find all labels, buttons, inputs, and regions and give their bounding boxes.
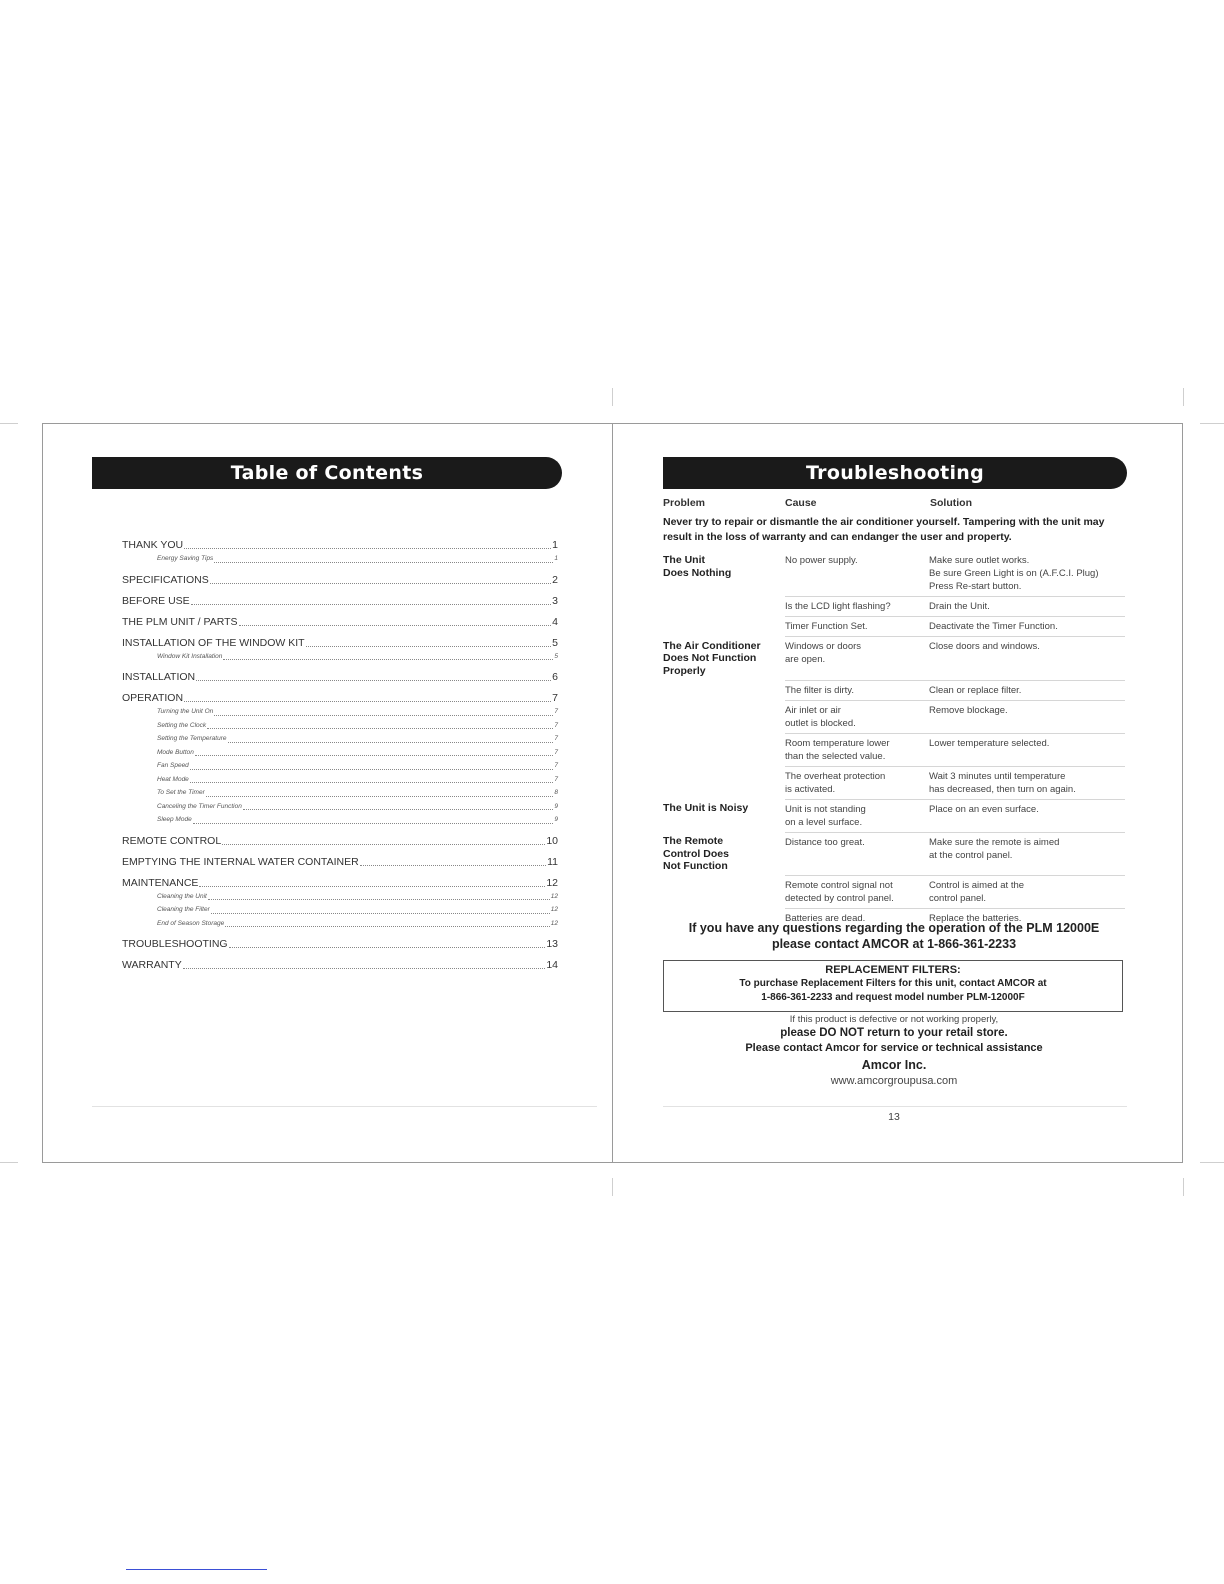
- toc-entry: [122, 835, 558, 848]
- problem-text: Properly: [663, 664, 706, 677]
- problem-text: The Air Conditioner: [663, 639, 761, 652]
- solution-text: has decreased, then turn on again.: [929, 783, 1076, 795]
- cause-text: outlet is blocked.: [785, 717, 856, 729]
- cell-solution: [929, 680, 1125, 700]
- toc-leader-dots: [208, 899, 550, 900]
- cause-text: Room temperature lower: [785, 737, 890, 749]
- cell-cause: [785, 637, 929, 681]
- troubleshooting-title: Troubleshooting: [663, 457, 1127, 489]
- solution-text: Lower temperature selected.: [929, 737, 1050, 749]
- cell-solution: [929, 597, 1125, 617]
- toc-subentry: [122, 800, 558, 814]
- toc-page-number: 11: [547, 855, 558, 868]
- toc-subentry-label: Turning the Unit On: [157, 708, 214, 715]
- footer-rule: [92, 1106, 597, 1107]
- toc-subentry: [122, 759, 558, 773]
- cell-cause: [785, 597, 929, 617]
- toc-page-number: 12: [546, 876, 558, 889]
- crop-mark: [612, 388, 613, 406]
- toc-leader-dots: [206, 796, 554, 797]
- solution-text: Close doors and windows.: [929, 641, 1040, 652]
- cell-problem: [663, 680, 785, 700]
- toc-subentry-label: Sleep Mode: [157, 816, 192, 823]
- cause-text: No power supply.: [785, 555, 858, 566]
- toc-leader-dots: [223, 659, 553, 660]
- toc-page-number: 12: [550, 906, 558, 913]
- cell-solution: [929, 551, 1125, 597]
- cell-solution: [929, 700, 1125, 733]
- toc-page-number: 9: [554, 802, 558, 810]
- toc-entry-label: SPECIFICATIONS: [122, 573, 209, 586]
- cell-problem: [663, 700, 785, 733]
- toc-leader-dots: [214, 715, 553, 716]
- table-row: [663, 617, 1125, 637]
- cell-solution: [929, 799, 1125, 832]
- toc-page-number: 7: [554, 775, 558, 783]
- toc-leader-dots: [360, 865, 546, 866]
- link-underline: [126, 1569, 267, 1570]
- toc-leader-dots: [211, 913, 550, 914]
- toc-entry: [122, 877, 558, 890]
- cell-cause: [785, 733, 929, 766]
- problem-text: Not Function: [663, 860, 728, 872]
- toc-entry: [122, 938, 558, 951]
- toc-entry-label: WARRANTY: [122, 959, 182, 971]
- toc-leader-dots: [183, 968, 546, 969]
- crop-mark: [0, 1162, 18, 1163]
- toc-page-number: 9: [554, 816, 558, 823]
- toc-leader-dots: [195, 755, 554, 756]
- cell-problem: [663, 617, 785, 637]
- toc-entry: [122, 595, 558, 608]
- toc-page-number: 2: [552, 573, 558, 586]
- cause-text: Unit is not standing: [785, 803, 866, 815]
- crop-mark: [1200, 423, 1224, 424]
- toc-page-number: 7: [552, 692, 558, 704]
- toc-subentry: [122, 732, 558, 746]
- troubleshooting-table: [663, 551, 1125, 928]
- toc-title: Table of Contents: [92, 457, 562, 489]
- toc-leader-dots: [193, 823, 554, 824]
- contact-line: please DO NOT return to your retail store.: [780, 1027, 1008, 1039]
- cause-text: Windows or doors: [785, 641, 862, 652]
- toc-subentry-label: Mode Button: [157, 748, 194, 756]
- toc-entry-label: THE PLM UNIT / PARTS: [122, 615, 238, 628]
- toc-entry: [122, 856, 558, 869]
- toc-entry-label: BEFORE USE: [122, 594, 190, 607]
- toc-leader-dots: [306, 646, 552, 647]
- toc-leader-dots: [199, 886, 545, 887]
- cause-text: Timer Function Set.: [785, 621, 868, 632]
- cell-problem: [663, 733, 785, 766]
- toc-subentry: [122, 903, 558, 917]
- toc-leader-dots: [222, 844, 545, 845]
- toc-entry: [122, 616, 558, 629]
- cause-text: Air inlet or air: [785, 704, 841, 716]
- problem-text: The Remote: [663, 835, 724, 847]
- cell-cause: [785, 700, 929, 733]
- cause-text: The overheat protection: [785, 770, 886, 782]
- toc-page-number: 8: [554, 789, 558, 796]
- cell-problem: [663, 876, 785, 909]
- toc-page-number: 7: [554, 762, 558, 769]
- column-header-solution: Solution: [930, 497, 972, 509]
- crop-mark: [0, 423, 18, 424]
- toc-entry-label: INSTALLATION OF THE WINDOW KIT: [122, 636, 305, 649]
- toc-leader-dots: [229, 947, 546, 948]
- table-row: [663, 597, 1125, 617]
- toc-subentry-label: Setting the Temperature: [157, 735, 227, 742]
- toc-page-number: 1: [552, 539, 558, 551]
- toc-page-number: 10: [546, 834, 558, 847]
- toc-subentry: [122, 890, 558, 904]
- crop-mark: [612, 1178, 613, 1196]
- toc-leader-dots: [190, 769, 554, 770]
- toc-page-number: 7: [554, 708, 558, 715]
- toc-entry-label: MAINTENANCE: [122, 876, 199, 889]
- toc-subentry: [122, 773, 558, 787]
- solution-text: Deactivate the Timer Function.: [929, 621, 1058, 632]
- toc-leader-dots: [228, 742, 554, 743]
- toc-subentry: [122, 917, 558, 931]
- column-header-problem: Problem: [663, 497, 706, 509]
- toc-entry-label: INSTALLATION: [122, 671, 196, 683]
- problem-text: Does Nothing: [663, 566, 732, 579]
- cause-text: Is the LCD light flashing?: [785, 601, 891, 612]
- toc-entry-label: TROUBLESHOOTING: [122, 938, 228, 950]
- table-of-contents: [122, 539, 558, 972]
- cause-text: Distance too great.: [785, 836, 865, 848]
- solution-text: Make sure the remote is aimed: [929, 836, 1060, 848]
- toc-page-number: 7: [554, 735, 558, 742]
- toc-subentry: [122, 786, 558, 800]
- toc-subentry-label: End of Season Storage: [157, 919, 225, 927]
- toc-page-number: 7: [554, 721, 558, 729]
- cell-cause: [785, 799, 929, 832]
- filters-line: 1-866-361-2233 and request model number PLM-12000F: [761, 992, 1025, 1003]
- problem-text: Does Not Function: [663, 652, 757, 664]
- table-row: [663, 876, 1125, 909]
- toc-leader-dots: [239, 625, 552, 626]
- toc-page-number: 3: [552, 594, 558, 607]
- toc-subentry: [122, 813, 558, 827]
- filters-line: To purchase Replacement Filters for this unit, contact AMCOR at: [739, 978, 1047, 989]
- cause-text: detected by control panel.: [785, 893, 894, 904]
- solution-text: Control is aimed at the: [929, 880, 1025, 891]
- solution-text: Remove blockage.: [929, 704, 1008, 716]
- toc-leader-dots: [210, 583, 551, 584]
- toc-entry: [122, 574, 558, 587]
- cell-problem: [663, 832, 785, 876]
- toc-subentry: [122, 719, 558, 733]
- toc-subentry: [122, 746, 558, 760]
- cell-problem: [663, 637, 785, 681]
- solution-text: control panel.: [929, 893, 987, 904]
- table-row: [663, 637, 1125, 681]
- filters-title: REPLACEMENT FILTERS:: [825, 964, 961, 976]
- crop-mark: [1183, 388, 1184, 406]
- right-page: [613, 423, 1183, 1163]
- toc-subentry: [122, 705, 558, 719]
- table-row: [663, 766, 1125, 799]
- contact-line: Please contact Amcor for service or technical assistance: [745, 1041, 1043, 1054]
- toc-page-number: 14: [546, 959, 558, 971]
- problem-text: The Unit is Noisy: [663, 802, 749, 814]
- solution-text: at the control panel.: [929, 849, 1013, 861]
- toc-page-number: 5: [554, 652, 558, 660]
- cell-solution: [929, 876, 1125, 909]
- toc-leader-dots: [225, 926, 550, 927]
- toc-page-number: 1: [554, 555, 558, 562]
- solution-text: Wait 3 minutes until temperature: [929, 770, 1066, 782]
- solution-text: Make sure outlet works.: [929, 555, 1030, 566]
- company-name: Amcor Inc.: [861, 1058, 927, 1072]
- cause-text: Remote control signal not: [785, 880, 893, 891]
- toc-subentry-label: Cleaning the Unit: [157, 892, 207, 900]
- toc-subentry-label: Energy Saving Tips: [157, 555, 214, 562]
- cause-text: than the selected value.: [785, 750, 886, 762]
- solution-text: Replace the batteries.: [929, 913, 1022, 924]
- replacement-filters-box: [663, 960, 1123, 1012]
- contact-block: [663, 1013, 1125, 1088]
- solution-text: Clean or replace filter.: [929, 684, 1022, 696]
- table-row: [663, 551, 1125, 597]
- toc-subentry-label: Window Kit Installation: [157, 652, 223, 660]
- cell-cause: [785, 551, 929, 597]
- cell-solution: [929, 617, 1125, 637]
- crop-mark: [1200, 1162, 1224, 1163]
- table-row: [663, 700, 1125, 733]
- cell-cause: [785, 832, 929, 876]
- toc-subentry-label: Heat Mode: [157, 775, 189, 783]
- toc-page-number: 6: [552, 671, 558, 683]
- toc-page-number: 5: [552, 636, 558, 649]
- website: www.amcorgroupusa.com: [830, 1075, 958, 1087]
- table-row: [663, 832, 1125, 876]
- toc-subentry: [122, 650, 558, 664]
- left-page: [42, 423, 612, 1163]
- cause-text: The filter is dirty.: [785, 684, 854, 696]
- toc-leader-dots: [184, 548, 551, 549]
- cell-solution: [929, 832, 1125, 876]
- toc-entry-label: THANK YOU: [122, 539, 184, 551]
- toc-page-number: 12: [550, 919, 558, 927]
- toc-leader-dots: [184, 701, 551, 702]
- toc-page-number: 4: [552, 615, 558, 628]
- cell-problem: [663, 597, 785, 617]
- cause-text: are open.: [785, 654, 826, 665]
- toc-leader-dots: [243, 809, 554, 810]
- questions-notice: [663, 920, 1125, 952]
- warning-text: Never try to repair or dismantle the air conditioner yourself. Tampering with the unit may result in the loss of warranty and can endanger the user and property.: [663, 516, 1105, 543]
- cell-problem: [663, 551, 785, 597]
- toc-entry: [122, 637, 558, 650]
- table-row: [663, 799, 1125, 832]
- cause-text: is activated.: [785, 783, 836, 795]
- footer-rule: [663, 1106, 1127, 1107]
- cell-cause: [785, 680, 929, 700]
- cause-text: Batteries are dead.: [785, 913, 866, 924]
- toc-entry: [122, 959, 558, 972]
- toc-leader-dots: [191, 604, 551, 605]
- cause-text: on a level surface.: [785, 816, 863, 828]
- questions-line: please contact AMCOR at 1-866-361-2233: [771, 937, 1017, 951]
- toc-leader-dots: [207, 728, 553, 729]
- cell-cause: [785, 617, 929, 637]
- cell-cause: [785, 876, 929, 909]
- solution-text: Drain the Unit.: [929, 601, 990, 612]
- problem-text: The Unit: [663, 554, 705, 566]
- cell-solution: [929, 733, 1125, 766]
- toc-leader-dots: [196, 680, 551, 681]
- toc-subentry-label: Setting the Clock: [157, 721, 207, 729]
- table-row: [663, 680, 1125, 700]
- toc-entry: [122, 692, 558, 705]
- toc-page-number: 13: [546, 938, 558, 950]
- cell-problem: [663, 799, 785, 832]
- toc-subentry-label: Cleaning the Filter: [157, 906, 210, 913]
- solution-text: Place on an even surface.: [929, 803, 1039, 815]
- questions-line: If you have any questions regarding the operation of the PLM 12000E: [688, 921, 1100, 935]
- toc-subentry-label: Fan Speed: [157, 762, 189, 769]
- contact-line: If this product is defective or not working properly,: [789, 1014, 999, 1025]
- toc-entry: [122, 539, 558, 552]
- cell-cause: [785, 766, 929, 799]
- solution-text: Be sure Green Light is on (A.F.C.I. Plug): [929, 568, 1099, 579]
- crop-mark: [1183, 1178, 1184, 1196]
- page-number: 13: [888, 1111, 900, 1123]
- toc-entry-label: REMOTE CONTROL: [122, 834, 222, 847]
- column-header-cause: Cause: [785, 497, 817, 509]
- solution-text: Press Re-start button.: [929, 581, 1022, 592]
- table-row: [663, 733, 1125, 766]
- cell-solution: [929, 766, 1125, 799]
- toc-entry: [122, 671, 558, 684]
- cell-problem: [663, 766, 785, 799]
- toc-leader-dots: [214, 562, 553, 563]
- toc-entry-label: EMPTYING THE INTERNAL WATER CONTAINER: [122, 855, 359, 868]
- cell-solution: [929, 637, 1125, 681]
- problem-text: Control Does: [663, 847, 729, 860]
- toc-leader-dots: [190, 782, 554, 783]
- toc-entry-label: OPERATION: [122, 692, 184, 704]
- toc-page-number: 12: [550, 892, 558, 900]
- toc-subentry-label: To Set the Timer: [157, 789, 205, 796]
- toc-subentry-label: Canceling the Timer Function: [157, 802, 242, 810]
- toc-subentry: [122, 552, 558, 566]
- toc-page-number: 7: [554, 748, 558, 756]
